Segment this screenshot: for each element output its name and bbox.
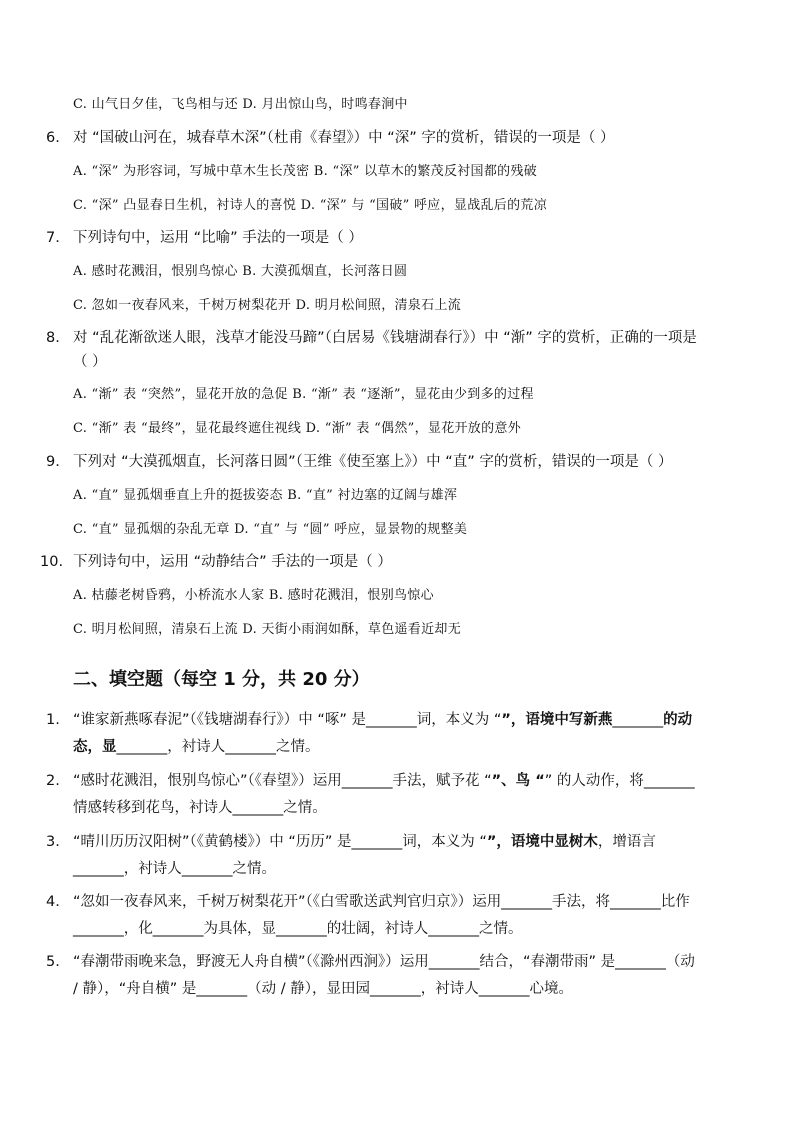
fill-question-line [73, 710, 692, 730]
text-fragment: “忽如一夜春风来，千树万树梨花开”（《白雪歌送武判官归京》）运用 [73, 894, 502, 910]
option-cd: C. “渐” 表 “最终”，显花最终遮住视线 D. “渐” 表 “偶然”，显花开放的意外 [73, 421, 522, 436]
text-fragment: 之情。 [276, 739, 320, 755]
option-ab: A. 感时花溅泪，恨别鸟惊心 B. 大漠孤烟直，长河落日圆 [73, 264, 408, 279]
option-cd: C. 忽如一夜春风来，千树万树梨花开 D. 明月松间照，清泉石上流 [73, 298, 462, 313]
text-fragment: 情感转移到花鸟，衬诗人 [73, 800, 233, 816]
fill-question-line [73, 979, 573, 999]
option-ab: A. 枯藤老树昏鸦，小桥流水人家 B. 感时花溅泪，恨别鸟惊心 [73, 588, 434, 603]
option-ab: A. “直” 显孤烟垂直上升的挺拔姿态 B. “直” 衬边塞的辽阔与雄浑 [73, 488, 458, 503]
text-fragment: ”，语境中写新燕 [501, 712, 613, 728]
text-fragment: ” 的人动作，将 [544, 773, 644, 789]
text-fragment: 态，显 [73, 739, 117, 755]
fill-question-line [73, 919, 523, 939]
answer-blank: _______ [428, 921, 479, 937]
option-ab: A. “深” 为形容词，写城中草木生长茂密 B. “深” 以草木的繁茂反衬国都的残破 [73, 164, 538, 179]
fill-question-line [73, 892, 690, 912]
answer-blank: _______ [478, 981, 530, 997]
text-fragment: 比作 [660, 894, 690, 910]
text-fragment: 心境。 [529, 981, 573, 997]
text-fragment: 词，本义为 “ [416, 712, 502, 728]
question-number: 10. [40, 554, 64, 570]
answer-blank: _______ [610, 894, 661, 910]
answer-blank: _______ [370, 981, 421, 997]
text-fragment: “春潮带雨晚来急，野渡无人舟自横”（《滁州西涧》）运用 [73, 954, 429, 970]
question-number: 3. [46, 834, 60, 850]
text-fragment: 之情。 [479, 921, 523, 937]
option-cd: C. “深” 凸显春日生机，衬诗人的喜悦 D. “深” 与 “国破” 呼应，显战乱后的荒凉 [73, 198, 548, 213]
answer-blank: _______ [152, 921, 204, 937]
fill-question-line [73, 798, 327, 818]
question-stem: 对 “乱花渐欲迷人眼，浅草才能没马蹄”（白居易《钱塘湖春行》）中 “渐” 字的赏析，正确的一项是 [73, 330, 697, 346]
text-fragment: （动 [665, 954, 695, 970]
text-fragment: 的壮阔，衬诗人 [326, 921, 429, 937]
fill-question-line [73, 832, 656, 852]
answer-blank: _______ [232, 800, 284, 816]
question-number: 6. [46, 130, 60, 146]
question-number: 1. [46, 712, 60, 728]
text-fragment: “晴川历历汉阳树”（《黄鹤楼》）中 “历历” 是 [73, 834, 352, 850]
text-fragment: ，衬诗人 [420, 981, 479, 997]
text-fragment: （动 / 静），显田园 [247, 981, 370, 997]
question-stem: 下列对 “大漠孤烟直，长河落日圆”（王维《使至塞上》）中 “直” 字的赏析，错误的一项是（ ） [73, 454, 673, 470]
text-fragment: 结合，“春潮带雨” 是 [479, 954, 616, 970]
text-fragment: 词，本义为 “ [402, 834, 487, 850]
question-number: 2. [46, 773, 60, 789]
question-number: 4. [46, 894, 60, 910]
answer-blank: _______ [73, 861, 124, 877]
question-stem: 下列诗句中，运用 “动静结合” 手法的一项是（ ） [73, 554, 392, 570]
text-fragment: 之情。 [232, 861, 276, 877]
text-fragment: 手法，赋予花 “ [392, 773, 492, 789]
answer-blank: _______ [428, 954, 480, 970]
text-fragment: ，增语言 [597, 834, 656, 850]
question-stem: 下列诗句中，运用 “比喻” 手法的一项是（ ） [73, 230, 363, 246]
fill-question-line [73, 952, 695, 972]
text-fragment: ，衬诗人 [167, 739, 226, 755]
question-number: 8. [46, 330, 60, 346]
text-fragment: 手法，将 [552, 894, 611, 910]
answer-blank: _______ [501, 894, 553, 910]
option-cd: C. 明月松间照，清泉石上流 D. 天街小雨润如酥，草色遥看近却无 [73, 622, 462, 637]
answer-blank: _______ [225, 739, 276, 755]
option-cd: C. “直” 显孤烟的杂乱无章 D. “直” 与 “圆” 呼应，显景物的规整美 [73, 522, 468, 537]
fill-question-line [73, 771, 695, 791]
fill-question-line [73, 737, 320, 757]
text-fragment: “谁家新燕啄春泥”（《钱塘湖春行》）中 “啄” 是 [73, 712, 367, 728]
text-fragment: ”，语境中显树木 [486, 834, 598, 850]
answer-blank: _______ [276, 921, 327, 937]
text-fragment: 之情。 [283, 800, 327, 816]
q5-option-cd: C. 山气日夕佳，飞鸟相与还 D. 月出惊山鸟，时鸣春涧中 [73, 97, 408, 112]
answer-blank: _______ [351, 834, 403, 850]
question-number: 7. [46, 230, 60, 246]
section-heading: 二、填空题（每空 1 分，共 20 分） [73, 669, 370, 690]
question-number: 9. [46, 454, 60, 470]
answer-blank: _______ [615, 954, 666, 970]
answer-blank: _______ [366, 712, 417, 728]
fill-question-line [73, 859, 276, 879]
question-stem: 对 “国破山河在，城春草木深”（杜甫《春望》）中 “深” 字的赏析，错误的一项是（ ） [73, 130, 615, 146]
answer-blank: _______ [612, 712, 664, 728]
text-fragment: ”、鸟 “ [491, 773, 545, 789]
answer-blank: _______ [116, 739, 168, 755]
option-ab: A. “渐” 表 “突然”，显花开放的急促 B. “渐” 表 “逐渐”，显花由少到多的过程 [73, 387, 534, 402]
answer-blank: _______ [196, 981, 248, 997]
question-stem-cont: （ ） [73, 354, 107, 370]
text-fragment: “感时花溅泪，恨别鸟惊心”（《春望》）运用 [73, 773, 342, 789]
question-number: 5. [46, 954, 60, 970]
answer-blank: _______ [643, 773, 695, 789]
text-fragment: 为具体，显 [203, 921, 276, 937]
answer-blank: _______ [73, 921, 124, 937]
text-fragment: ，衬诗人 [123, 861, 182, 877]
answer-blank: _______ [341, 773, 393, 789]
text-fragment: ，化 [123, 921, 153, 937]
text-fragment: / 静），“舟自横” 是 [73, 981, 197, 997]
text-fragment: 的动 [663, 712, 693, 728]
answer-blank: _______ [181, 861, 233, 877]
